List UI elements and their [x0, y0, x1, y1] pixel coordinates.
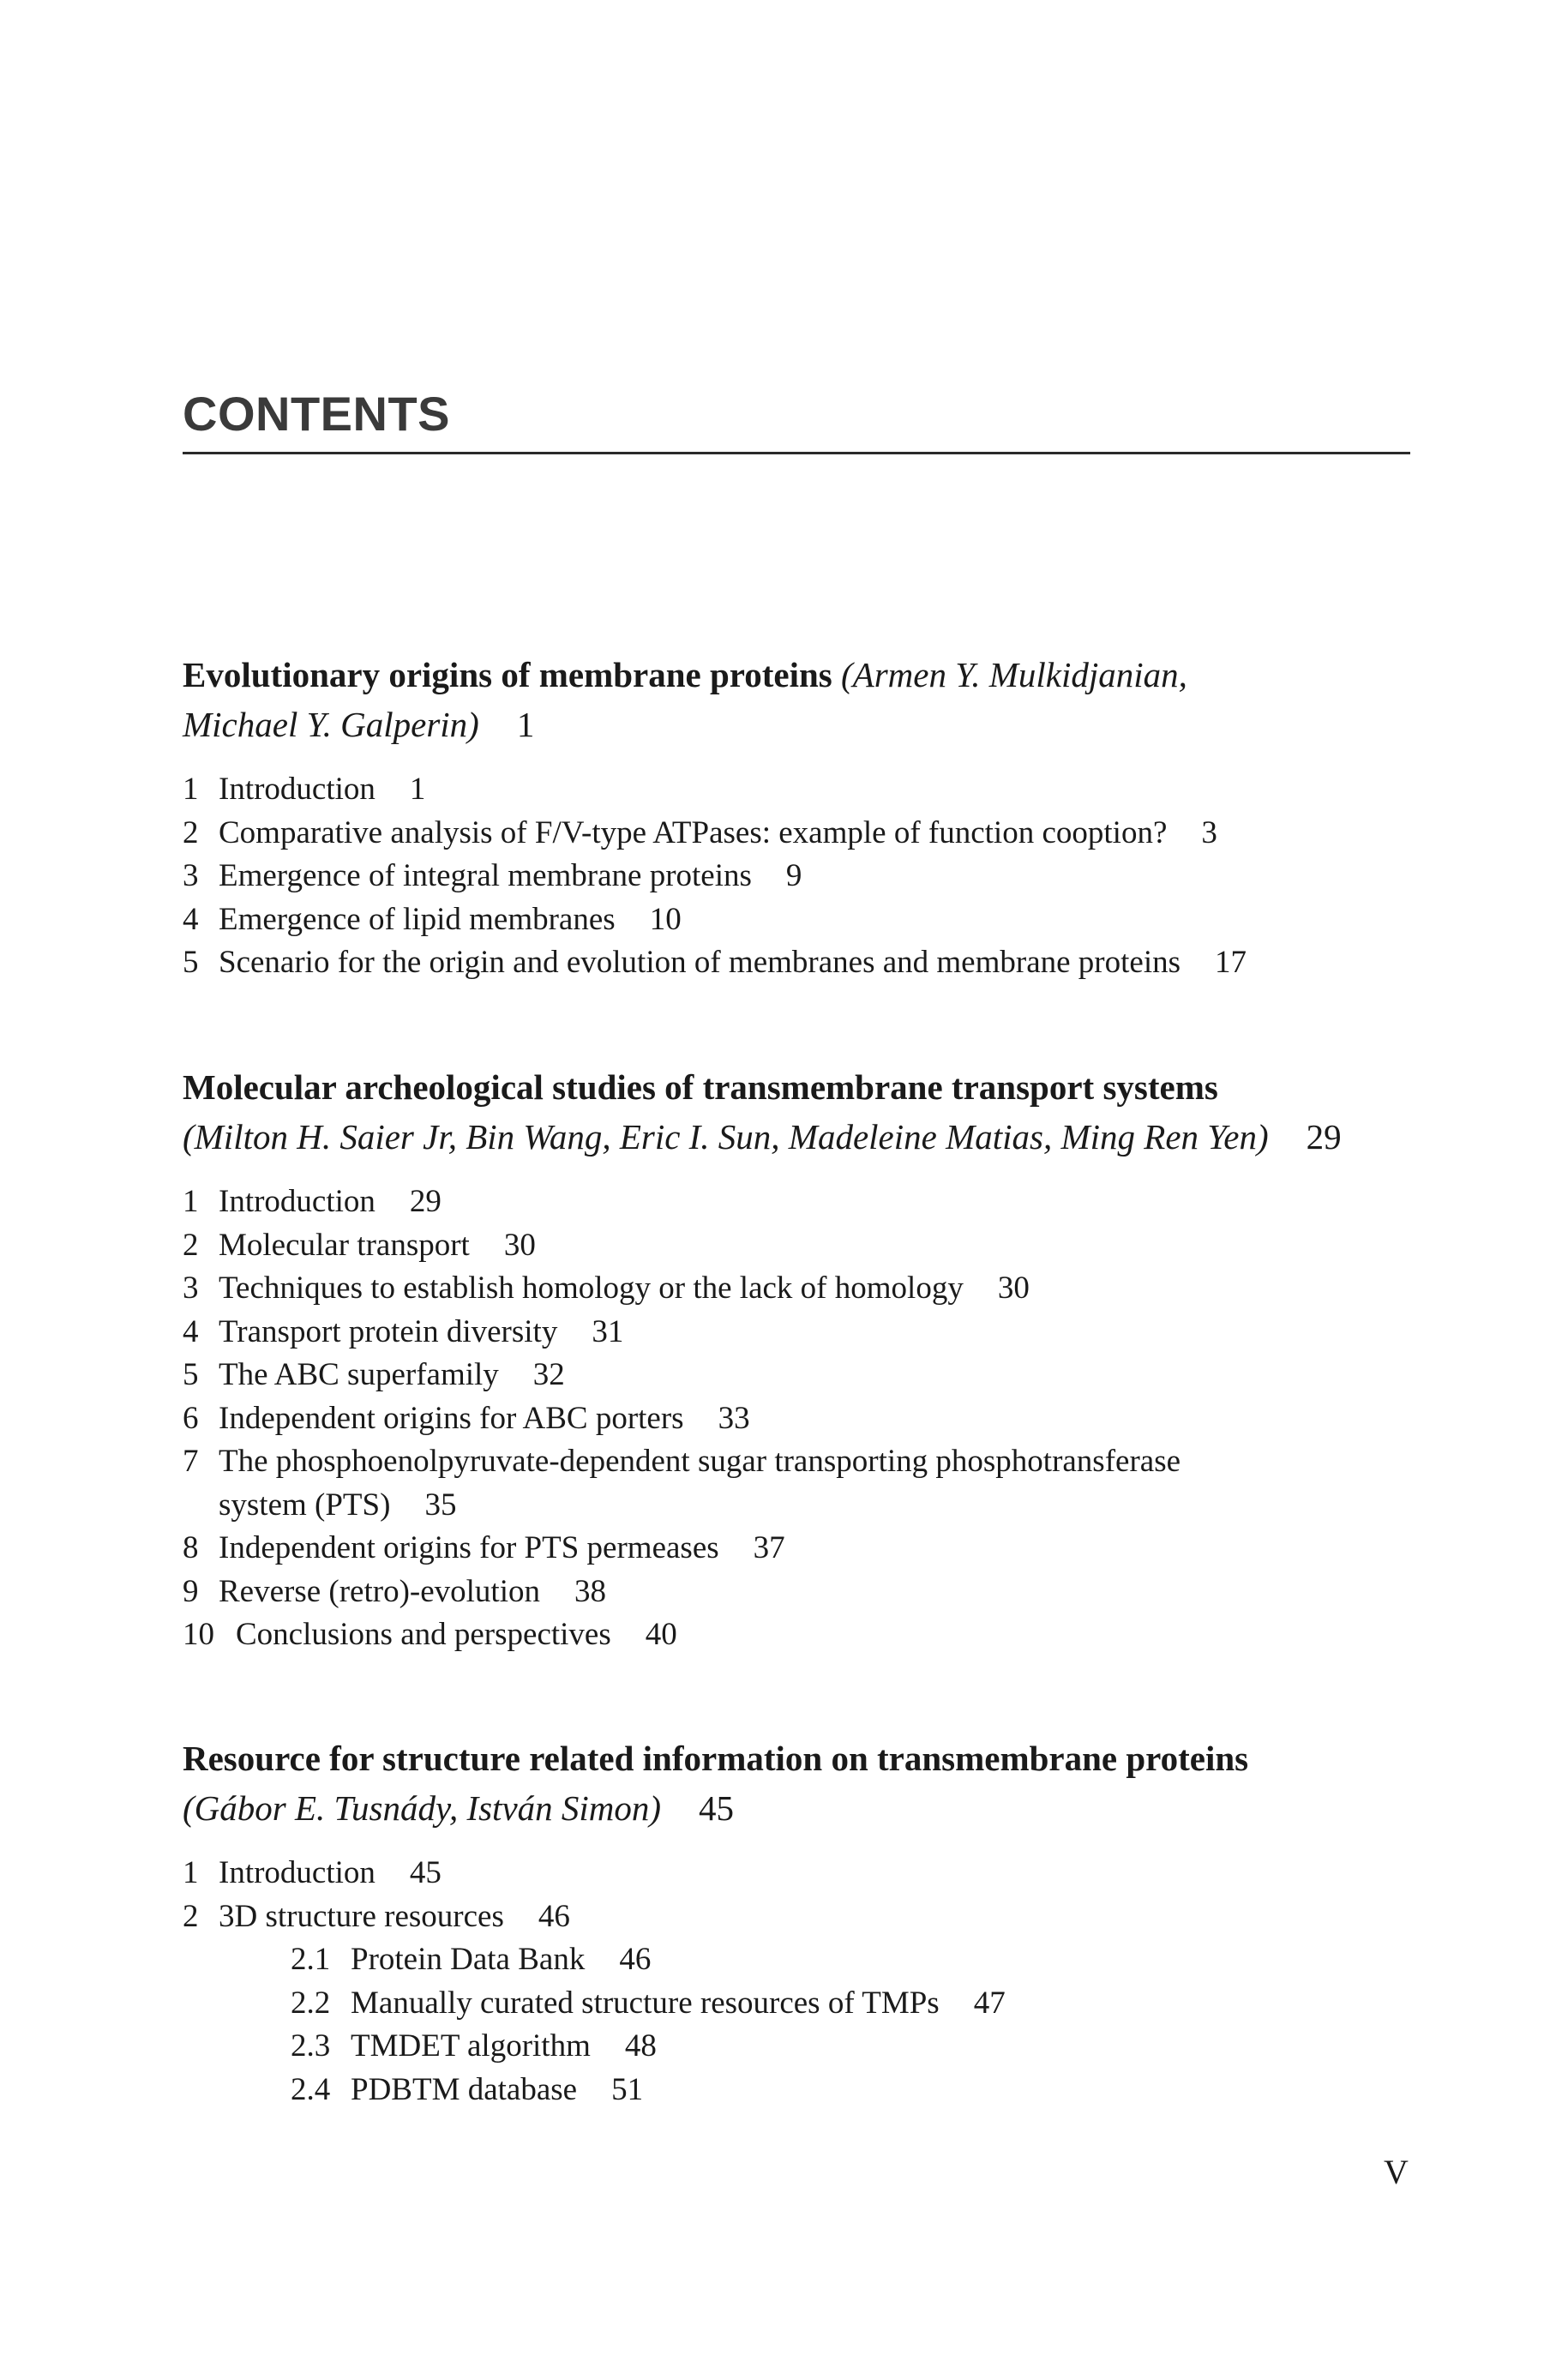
chapter-title	[183, 1733, 1417, 1833]
chapter-page: 29	[1306, 1117, 1342, 1156]
chapter-authors: (Gábor E. Tusnády, István Simon)	[183, 1788, 662, 1828]
chapter-page: 1	[516, 705, 535, 744]
page-title: CONTENTS	[183, 387, 450, 441]
toc-subentry[interactable]: 2.2 Manually curated structure resources of TMPs 47	[291, 1985, 1006, 2021]
toc-entry[interactable]: 6 Independent origins for ABC porters 33	[183, 1400, 750, 1436]
toc-entry[interactable]: 1 Introduction 1	[183, 772, 426, 807]
toc-entry[interactable]: 1 Introduction 29	[183, 1184, 442, 1219]
section-list	[183, 1180, 1417, 1657]
chapter-title	[183, 1062, 1417, 1162]
toc-entry[interactable]: 7 The phosphoenolpyruvate-dependent sugar transporting phosphotransferase	[183, 1444, 1181, 1479]
toc-subentry[interactable]: 2.1 Protein Data Bank 46	[291, 1942, 652, 1977]
toc-entry-continuation[interactable]: system (PTS) 35	[219, 1487, 457, 1523]
toc-entry[interactable]: 4 Emergence of lipid membranes 10	[183, 901, 682, 937]
toc-subentry[interactable]: 2.3 TMDET algorithm 48	[291, 2028, 657, 2064]
chapter-title-text: Molecular archeological studies of transmembrane transport systems	[183, 1067, 1218, 1107]
section-list	[183, 768, 1417, 985]
toc-entry[interactable]: 2 Molecular transport 30	[183, 1227, 536, 1263]
toc-entry[interactable]: 2 Comparative analysis of F/V-type ATPases: example of function cooption? 3	[183, 814, 1217, 850]
toc-entry[interactable]: 3 Techniques to establish homology or the lack of homology 30	[183, 1271, 1030, 1306]
toc-entry[interactable]: 4 Transport protein diversity 31	[183, 1313, 624, 1349]
chapter-title-text: Resource for structure related information on transmembrane proteins	[183, 1739, 1249, 1778]
toc-subentry[interactable]: 2.4 PDBTM database 51	[291, 2071, 644, 2107]
chapter-page: 45	[699, 1788, 735, 1828]
chapter-title	[183, 650, 1417, 749]
chapter-1	[183, 650, 1417, 985]
toc-entry[interactable]: 1 Introduction 45	[183, 1855, 442, 1890]
toc-entry[interactable]: 5 Scenario for the origin and evolution of membranes and membrane proteins 17	[183, 945, 1247, 980]
section-list	[183, 1852, 1417, 2112]
toc-entry[interactable]: 9 Reverse (retro)-evolution 38	[183, 1573, 606, 1609]
toc-entry[interactable]: 3 Emergence of integral membrane proteins 9	[183, 858, 802, 893]
chapter-title-text: Evolutionary origins of membrane proteins	[183, 655, 832, 694]
toc-entry[interactable]: 10 Conclusions and perspectives 40	[183, 1617, 677, 1652]
toc-entry[interactable]: 5 The ABC superfamily 32	[183, 1357, 565, 1392]
page-number: V	[1384, 2153, 1409, 2191]
toc-entry[interactable]: 8 Independent origins for PTS permeases 37	[183, 1530, 785, 1565]
title-rule	[183, 452, 1410, 454]
chapter-2	[183, 1062, 1417, 1657]
chapter-3	[183, 1733, 1417, 2112]
chapter-authors-cont: Michael Y. Galperin)	[183, 705, 479, 744]
toc-entry[interactable]: 2 3D structure resources 46	[183, 1898, 570, 1934]
chapter-authors: (Milton H. Saier Jr, Bin Wang, Eric I. Sun, Madeleine Matias, Ming Ren Yen)	[183, 1117, 1269, 1156]
chapter-authors: (Armen Y. Mulkidjanian,	[841, 655, 1187, 694]
